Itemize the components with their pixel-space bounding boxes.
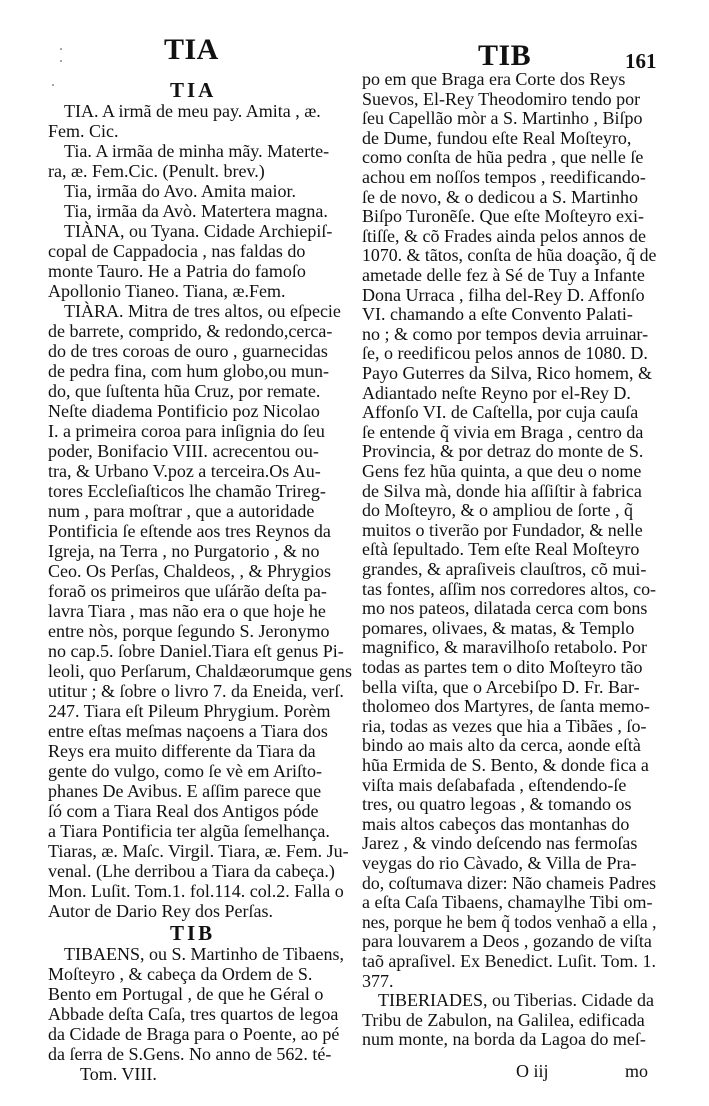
- text-line: monte Tauro. He a Patria do famoſo: [48, 261, 306, 281]
- text-line: do, que ſuſtenta hũa Cruz, por remate.: [48, 381, 321, 401]
- text-line: pomares, olivaes, & matas, & Templo: [362, 617, 635, 638]
- text-line: hũa Ermida de S. Bento, & donde fica a: [362, 755, 649, 775]
- text-line: lavra Tiara , mas não era o que hoje he: [48, 601, 326, 621]
- text-line: de pedra fina, com hum globo,ou mun-: [48, 361, 329, 381]
- text-line: achou em noſſos tempos , reedificando-: [362, 167, 646, 187]
- text-line: Neſte diadema Pontificio poz Nicolao: [48, 401, 320, 421]
- text-line: tra, & Urbano V.poz a terceira.Os Au-: [48, 461, 321, 481]
- text-line: do Moſteyro, & o ampliou de ſorte , q̃: [362, 500, 633, 521]
- text-line: magnifico, & maravilhoſo retabolo. Por: [362, 637, 647, 658]
- text-line: Fem. Cic.: [48, 121, 119, 141]
- text-line: Igreja, na Terra , no Purgatorio , & no: [48, 541, 320, 561]
- text-line: Tia. A irmãa de minha mãy. Materte-: [64, 141, 330, 161]
- text-line: ſtiſſe, & cõ Frades ainda pelos annos de: [362, 225, 646, 246]
- print-speck: [60, 48, 62, 50]
- text-line: tas fontes, aſſim nos corredores altos, co-: [362, 578, 657, 599]
- text-line: ſe entende q̃ vivia em Braga , centro da: [362, 421, 644, 442]
- text-line: num monte, na borda da Lagoa do meſ-: [362, 1029, 646, 1050]
- text-line: gente do vulgo, como ſe vè em Ariſto-: [48, 761, 322, 781]
- page-number: 161: [625, 49, 657, 73]
- section-heading: TIB: [170, 921, 216, 945]
- text-line: Autor de Dario Rey dos Perſas.: [48, 901, 273, 921]
- text-line: tres, ou quatro legoas , & tomando os: [362, 794, 632, 815]
- text-line: Ceo. Os Perſas, Chaldeos, , & Phrygios: [48, 561, 331, 581]
- text-line: de Dume, fundou eſte Real Moſteyro,: [362, 127, 632, 148]
- text-line: Bento em Portugal , de que he Géral o: [48, 984, 324, 1004]
- text-line: Tiaras, æ. Maſc. Virgil. Tiara, æ. Fem. Ju-: [48, 841, 349, 861]
- catchword: mo: [625, 1061, 649, 1081]
- text-line: de barrete, comprido, & redondo,cerca-: [48, 321, 333, 341]
- text-line: Dona Urraca , filha del-Rey D. Affonſo: [362, 284, 645, 305]
- running-head-left: TIA: [164, 33, 219, 66]
- text-line: TIBERIADES, ou Tiberias. Cidade da: [378, 990, 654, 1011]
- text-line: 377.: [362, 970, 394, 991]
- text-line: ria, todas as vezes que hia a Tibães , ſo-: [362, 715, 647, 736]
- text-line: entre eſtas meſmas naçoens a Tiara dos: [48, 721, 328, 741]
- text-line: Provincia, & por detraz do monte de S.: [362, 441, 644, 462]
- text-line: Abbade deſta Caſa, tres quartos de legoa: [48, 1004, 339, 1024]
- print-speck: [60, 60, 62, 62]
- text-line: venal. (Lhe derribou a Tiara da cabeça.): [48, 861, 335, 881]
- text-line: TIÀNA, ou Tyana. Cidade Archiepiſ-: [64, 221, 333, 241]
- text-line: Suevos, El-Rey Theodomiro tendo por: [362, 88, 641, 109]
- text-line: po em que Braga era Corte dos Reys: [362, 69, 626, 89]
- text-line: ametade delle fez à Sé de Tuy a Infante: [362, 265, 645, 285]
- text-line: utitur ; & ſobre o livro 7. da Eneida, verſ.: [48, 681, 344, 701]
- text-line: poder, Bonifacio VIII. acrecentou ou-: [48, 441, 319, 461]
- text-line: a eſta Caſa Tibaens, chamaylhe Tibi om-: [362, 892, 653, 913]
- text-line: Gens fez hũa quinta, a que deu o nome: [362, 461, 642, 481]
- text-line: nes, porque he bem q̃ todos venhaõ a ella ,: [362, 911, 657, 932]
- text-line: Moſteyro , & cabeça da Ordem de S.: [48, 964, 313, 984]
- text-line: bella viſta, que o Arcebiſpo D. Fr. Bar-: [362, 676, 640, 697]
- text-line: no cap.5. ſobre Daniel.Tiara eſt genus Pi-: [48, 641, 344, 661]
- text-line: muitos o tiverão por Fundador, & nelle: [362, 519, 643, 540]
- text-line: I. a primeira coroa para inſignia do ſeu: [48, 421, 325, 441]
- text-line: Apollonio Tianeo. Tiana, æ.Fem.: [48, 281, 286, 301]
- text-line: grandes, & apraſiveis clauſtros, cõ mui-: [362, 559, 647, 579]
- text-line: Mon. Luſit. Tom.1. fol.114. col.2. Falla o: [48, 881, 344, 901]
- text-line: Tia, irmãa da Avò. Matertera magna.: [64, 201, 328, 221]
- text-line: phanes De Avibus. E aſſim parece que: [48, 781, 322, 801]
- text-line: Tribu de Zabulon, na Galilea, edificada: [362, 1009, 645, 1030]
- text-line: a Tiara Pontificia ter algũa ſemelhança.: [48, 821, 330, 841]
- text-line: Affonſo VI. de Caſtella, por cuja cauſa: [362, 402, 639, 423]
- text-line: TIBAENS, ou S. Martinho de Tibaens,: [64, 944, 345, 964]
- text-line: tores Eccleſiaſticos lhe chamão Trireg-: [48, 481, 326, 501]
- text-line: tholomeo dos Martyres, de ſanta memo-: [362, 696, 650, 717]
- text-line: copal de Cappadocia , nas faldas do: [48, 241, 306, 261]
- text-line: TIÀRA. Mitra de tres altos, ou eſpecie: [64, 301, 341, 321]
- text-line: veygas do rio Càvado, & Villa de Pra-: [362, 853, 637, 873]
- text-line: TIA. A irmã de meu pay. Amita , æ.: [64, 101, 321, 121]
- text-line: bindo ao mais alto da cerca, aonde eſtà: [362, 735, 641, 756]
- text-line: de Silva mà, donde hia aſſiſtir à fabrica: [362, 480, 642, 501]
- text-line: num , para moſtrar , que a autoridade: [48, 501, 315, 521]
- text-line: ſe, o reedificou pelos annos de 1080. D.: [362, 343, 648, 364]
- text-line: Tia, irmãa do Avo. Amita maior.: [64, 181, 296, 201]
- text-line: mo nos pateos, dilatada cerca com bons: [362, 598, 648, 619]
- print-speck: [52, 84, 54, 86]
- text-line: leoli, quo Perſarum, Chaldæorumque gens: [48, 661, 352, 681]
- text-line: mais altos cabeços das montanhas do: [362, 813, 630, 834]
- text-line: VI. chamando a eſte Convento Palati-: [362, 304, 633, 325]
- text-line: viſta mais deſabafada , eſtendendo-ſe: [362, 774, 627, 795]
- text-line: todas as partes tem o dito Moſteyro tão: [362, 657, 643, 677]
- text-line: Biſpo Turonẽſe. Que eſte Moſteyro exi-: [362, 206, 644, 227]
- text-line: no ; & como por tempos devia arruinar-: [362, 323, 649, 344]
- text-line: da Cidade de Braga para o Poente, ao pé: [48, 1024, 340, 1044]
- text-line: entre nòs, porque ſegundo S. Jeronymo: [48, 621, 330, 641]
- text-line: 1070. & tãtos, conſta de hũa doação, q̃ de: [362, 245, 657, 266]
- text-line: Tom. VIII.: [80, 1064, 157, 1084]
- section-heading: TIA: [170, 78, 217, 102]
- text-line: Payo Guterres da Silva, Rico homem, &: [362, 363, 652, 383]
- text-line: ſó com a Tiara Real dos Antigos póde: [48, 801, 319, 821]
- text-line: da ſerra de S.Gens. No anno de 562. té-: [48, 1044, 332, 1064]
- text-line: ſeu Capellão mòr a S. Martinho , Biſpo: [362, 108, 643, 129]
- text-line: ſe de novo, & o dedicou a S. Martinho: [362, 186, 638, 207]
- text-line: Adiantado neſte Reyno por el-Rey D.: [362, 382, 631, 403]
- text-line: para louvarem a Deos , gozando de viſta: [362, 931, 652, 952]
- text-line: do de tres coroas de ouro , guarnecidas: [48, 341, 328, 361]
- text-line: foraõ os primeiros que uſárão deſta pa-: [48, 581, 327, 601]
- text-line: 247. Tiara eſt Pileum Phrygium. Porèm: [48, 701, 331, 721]
- running-head-right: TIB: [478, 39, 532, 72]
- text-line: eſtà ſepultado. Tem eſte Real Moſteyro: [362, 539, 640, 560]
- text-line: do, coſtumava dizer: Não chameis Padres: [362, 872, 657, 893]
- signature-mark: O iij: [516, 1061, 549, 1081]
- text-line: ra, æ. Fem.Cic. (Penult. brev.): [48, 161, 265, 181]
- text-line: taõ apraſivel. Ex Benedict. Luſit. Tom. 1.: [362, 951, 656, 971]
- text-line: como conſta de hũa pedra , que nelle ſe: [362, 147, 644, 168]
- text-line: Reys era muito differente da Tiara da: [48, 741, 316, 761]
- text-line: Pontificia ſe eſtende aos tres Reynos da: [48, 521, 331, 541]
- text-line: Jarez , & vindo deſcendo nas fermoſas: [362, 833, 638, 854]
